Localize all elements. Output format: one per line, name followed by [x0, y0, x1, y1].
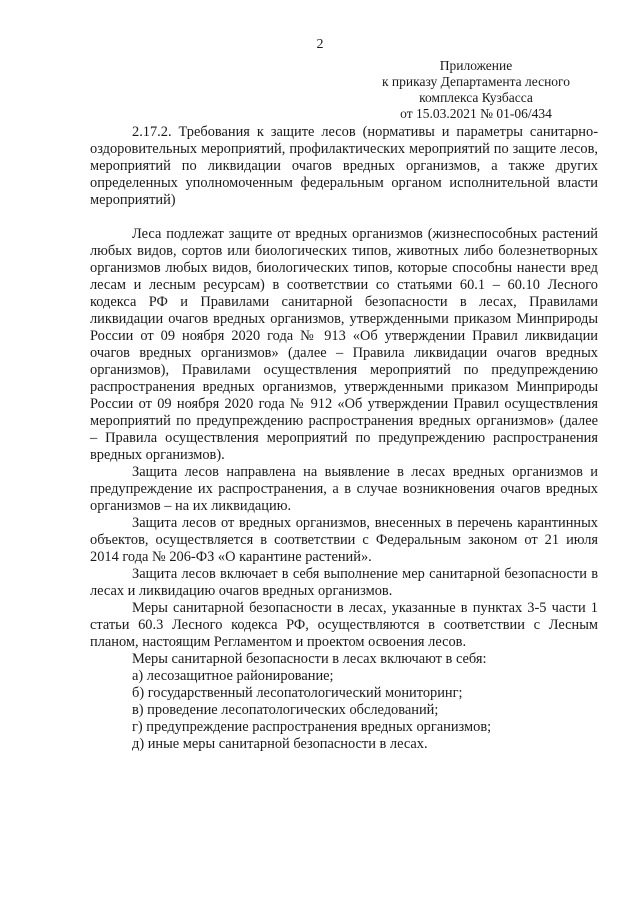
- sanitary-measures-list: [90, 668, 598, 753]
- annex-order-line: к приказу Департамента лесного: [381, 74, 571, 89]
- paragraph: Меры санитарной безопасности в лесах, указанные в пунктах 3-5 части 1 статьи 60.3 Лесного кодекса РФ, осуществляются в соответствии с Лесным планом, настоящим Регламентом и проектом освоения лесов.: [90, 600, 598, 650]
- list-item: д) иные меры санитарной безопасности в лесах.: [132, 736, 428, 752]
- list-item: б) государственный лесопатологический мониторинг;: [132, 685, 463, 701]
- list-item: в) проведение лесопатологических обследований;: [132, 702, 439, 718]
- annex-organization-line: комплекса Кузбасса: [419, 90, 533, 105]
- paragraphs: [90, 226, 598, 668]
- document-body: [90, 124, 598, 753]
- paragraph: Защита лесов включает в себя выполнение мер санитарной безопасности в лесах и ликвидацию очагов вредных организмов.: [90, 566, 598, 599]
- section-heading: 2.17.2. Требования к защите лесов (нормативы и параметры санитарно-оздоровительных мероприятий, профилактических мероприятий по защите лесов, мероприятий по ликвидации очагов вредных организмов, а также других определенных уполномоченным федеральным органом исполнительной власти мероприятий): [90, 124, 598, 208]
- annex-block: [360, 58, 592, 122]
- paragraph: Леса подлежат защите от вредных организмов (жизнеспособных растений любых видов, сортов или биологических типов, животных либо болезнетворных организмов любых видов, биологических типов, которые способны нанести вред лесам и лесным ресурсам) в соответствии со статьями 60.1 – 60.10 Лесного кодекса РФ и Правилами санитарной безопасности в лесах, Правилами ликвидации очагов вредных организмов, утвержденными приказом Минприроды России от 09 ноября 2020 года № 913 «Об утверждении Правил ликвидации очагов вредных организмов» (далее – Правила ликвидации очагов вредных организмов), Правилами осуществления мероприятий по предупреждению распространения вредных организмов, утвержденными приказом Минприроды России от 09 ноября 2020 года № 912 «Об утверждении Правил осуществления мероприятий по предупреждению распространения вредных организмов» (далее – Правила осуществления мероприятий по предупреждению распространения вредных организмов).: [90, 226, 598, 463]
- list-item: г) предупреждение распространения вредных организмов;: [132, 719, 492, 735]
- annex-date-number-line: от 15.03.2021 № 01-06/434: [400, 106, 552, 121]
- paragraph: Защита лесов от вредных организмов, внесенных в перечень карантинных объектов, осуществляется в соответствии с Федеральным законом от 21 июля 2014 года № 206-ФЗ «О карантине растений».: [90, 515, 598, 565]
- list-item: а) лесозащитное районирование;: [132, 668, 334, 684]
- paragraph: Меры санитарной безопасности в лесах включают в себя:: [132, 651, 487, 667]
- paragraph: Защита лесов направлена на выявление в лесах вредных организмов и предупреждение их распространения, а в случае возникновения очагов вредных организмов – на их ликвидацию.: [90, 464, 598, 514]
- annex-title: Приложение: [439, 58, 513, 73]
- page-number: 2: [316, 37, 324, 52]
